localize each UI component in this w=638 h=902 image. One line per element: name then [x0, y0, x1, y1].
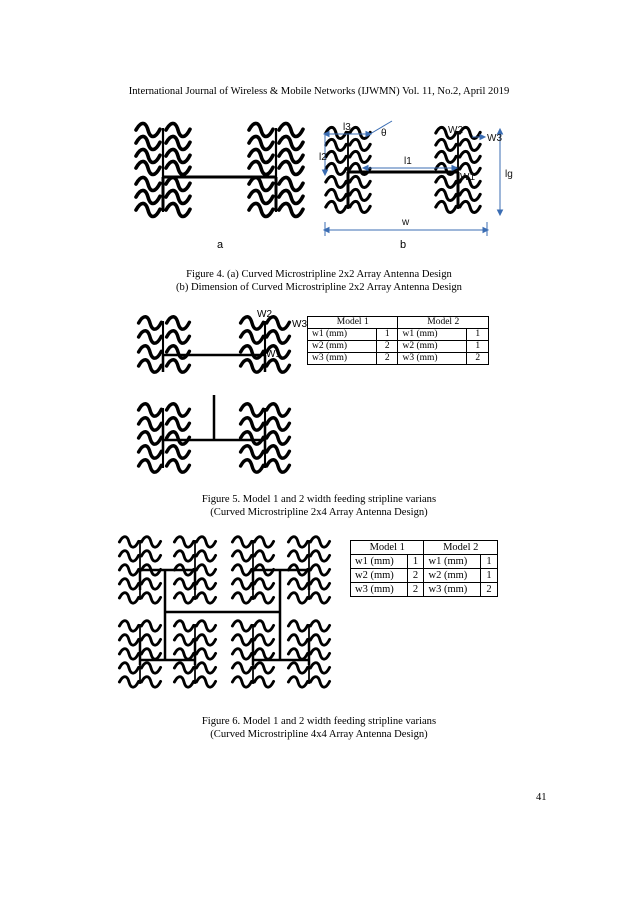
- figure4-caption-line1: Figure 4. (a) Curved Microstripline 2x2 Array Antenna Design: [186, 269, 452, 280]
- curved-patch-element: [141, 663, 160, 673]
- table-header-model1: Model 1: [308, 317, 398, 329]
- curved-patch-element: [196, 579, 215, 589]
- dim-theta: θ: [381, 128, 387, 139]
- curved-patch-element: [288, 677, 307, 687]
- curved-patch-element: [141, 537, 160, 547]
- dim-l2: l2: [319, 152, 327, 163]
- curved-patch-element: [119, 663, 138, 673]
- curved-patch-element: [288, 551, 307, 561]
- curved-patch-element: [254, 579, 273, 589]
- curved-patch-element: [141, 579, 160, 589]
- curved-patch-element: [196, 677, 215, 687]
- figure6-feedline: [140, 570, 309, 665]
- curved-patch-element: [119, 621, 138, 631]
- fig5-label-w1: W1: [266, 349, 281, 360]
- curved-patch-element: [310, 593, 329, 603]
- curved-patch-element: [310, 579, 329, 589]
- curved-patch-element: [232, 677, 251, 687]
- table-header-model2: Model 2: [398, 317, 489, 329]
- curved-patch-element: [254, 663, 273, 673]
- curved-patch-element: [232, 593, 251, 603]
- table-row: w3 (mm) 2 w3 (mm) 2: [308, 353, 489, 365]
- curved-patch-element: [196, 663, 215, 673]
- figure4-label-a: a: [217, 239, 224, 251]
- curved-patch-element: [141, 593, 160, 603]
- figure4-label-b: b: [400, 239, 407, 251]
- table-row: w1 (mm) 1 w1 (mm) 1: [351, 555, 498, 569]
- curved-patch-element: [310, 663, 329, 673]
- curved-patch-element: [310, 635, 329, 645]
- figure6-width-table: [350, 540, 498, 597]
- curved-patch-element: [119, 579, 138, 589]
- curved-patch-element: [254, 621, 273, 631]
- curved-patch-element: [141, 677, 160, 687]
- curved-patch-element: [232, 621, 251, 631]
- dim-l1: l1: [404, 156, 412, 167]
- curved-patch-element: [288, 579, 307, 589]
- curved-patch-element: [254, 677, 273, 687]
- curved-patch-element: [141, 649, 160, 659]
- curved-patch-element: [288, 635, 307, 645]
- figure6-caption-line2: (Curved Microstripline 4x4 Array Antenna Design): [210, 729, 428, 740]
- curved-patch-element: [310, 551, 329, 561]
- curved-patch-element: [174, 677, 193, 687]
- curved-patch-element: [288, 663, 307, 673]
- curved-patch-element: [310, 677, 329, 687]
- curved-patch-element: [232, 649, 251, 659]
- curved-patch-element: [254, 593, 273, 603]
- curved-patch-element: [141, 621, 160, 631]
- dim-w: w: [402, 217, 410, 228]
- curved-patch-element: [288, 593, 307, 603]
- curved-patch-element: [288, 537, 307, 547]
- curved-patch-element: [288, 649, 307, 659]
- dim-w3: W3: [487, 133, 502, 144]
- fig5-label-w2: W2: [257, 309, 272, 320]
- curved-patch-element: [174, 551, 193, 561]
- curved-patch-element: [141, 635, 160, 645]
- curved-patch-element: [232, 635, 251, 645]
- curved-patch-element: [232, 551, 251, 561]
- curved-patch-element: [119, 635, 138, 645]
- curved-patch-element: [119, 551, 138, 561]
- curved-patch-element: [310, 565, 329, 575]
- curved-patch-element: [119, 649, 138, 659]
- curved-patch-element: [174, 593, 193, 603]
- journal-header: International Journal of Wireless & Mobile Networks (IJWMN) Vol. 11, No.2, April 2019: [128, 86, 510, 97]
- table-header-model2: Model 2: [424, 541, 498, 555]
- figure4-caption-line2: (b) Dimension of Curved Microstripline 2x2 Array Antenna Design: [176, 282, 462, 293]
- curved-patch-element: [174, 579, 193, 589]
- curved-patch-element: [196, 565, 215, 575]
- curved-patch-element: [119, 537, 138, 547]
- curved-patch-element: [119, 677, 138, 687]
- figure5-caption-line2: (Curved Microstripline 2x4 Array Antenna Design): [210, 507, 428, 518]
- curved-patch-element: [254, 649, 273, 659]
- curved-patch-element: [232, 663, 251, 673]
- curved-patch-element: [141, 551, 160, 561]
- curved-patch-element: [119, 593, 138, 603]
- table-row: w2 (mm) 2 w2 (mm) 1: [351, 569, 498, 583]
- dim-l3: l3: [343, 122, 351, 133]
- curved-patch-element: [174, 663, 193, 673]
- dim-lg: lg: [505, 169, 513, 180]
- curved-patch-element: [254, 635, 273, 645]
- figure6-patch-column: [119, 621, 160, 687]
- curved-patch-element: [232, 565, 251, 575]
- figure6-patch-column: [232, 621, 273, 687]
- curved-patch-element: [196, 537, 215, 547]
- curved-patch-element: [174, 649, 193, 659]
- figure6-caption-line1: Figure 6. Model 1 and 2 width feeding stripline varians: [201, 716, 437, 727]
- table-row: w1 (mm) 1 w1 (mm) 1: [308, 329, 489, 341]
- table-row: w3 (mm) 2 w3 (mm) 2: [351, 583, 498, 597]
- curved-patch-element: [174, 537, 193, 547]
- page-number: 41: [536, 792, 547, 803]
- curved-patch-element: [174, 621, 193, 631]
- curved-patch-element: [254, 551, 273, 561]
- curved-patch-element: [310, 649, 329, 659]
- dim-w1: W1: [460, 172, 475, 183]
- figure6-patch-column: [174, 621, 215, 687]
- curved-patch-element: [310, 537, 329, 547]
- curved-patch-element: [232, 579, 251, 589]
- curved-patch-element: [196, 551, 215, 561]
- curved-patch-element: [254, 537, 273, 547]
- curved-patch-element: [174, 635, 193, 645]
- dim-w2: W2: [448, 125, 463, 136]
- table-header-model1: Model 1: [351, 541, 424, 555]
- curved-patch-element: [196, 593, 215, 603]
- curved-patch-element: [196, 635, 215, 645]
- curved-patch-element: [232, 537, 251, 547]
- figure5-caption-line1: Figure 5. Model 1 and 2 width feeding stripline varians: [201, 494, 437, 505]
- figure6-patch-column: [288, 621, 329, 687]
- curved-patch-element: [288, 621, 307, 631]
- fig5-label-w3: W3: [292, 319, 307, 330]
- curved-patch-element: [310, 621, 329, 631]
- table-row: w2 (mm) 2 w2 (mm) 1: [308, 341, 489, 353]
- curved-patch-element: [119, 565, 138, 575]
- curved-patch-element: [196, 621, 215, 631]
- curved-patch-element: [196, 649, 215, 659]
